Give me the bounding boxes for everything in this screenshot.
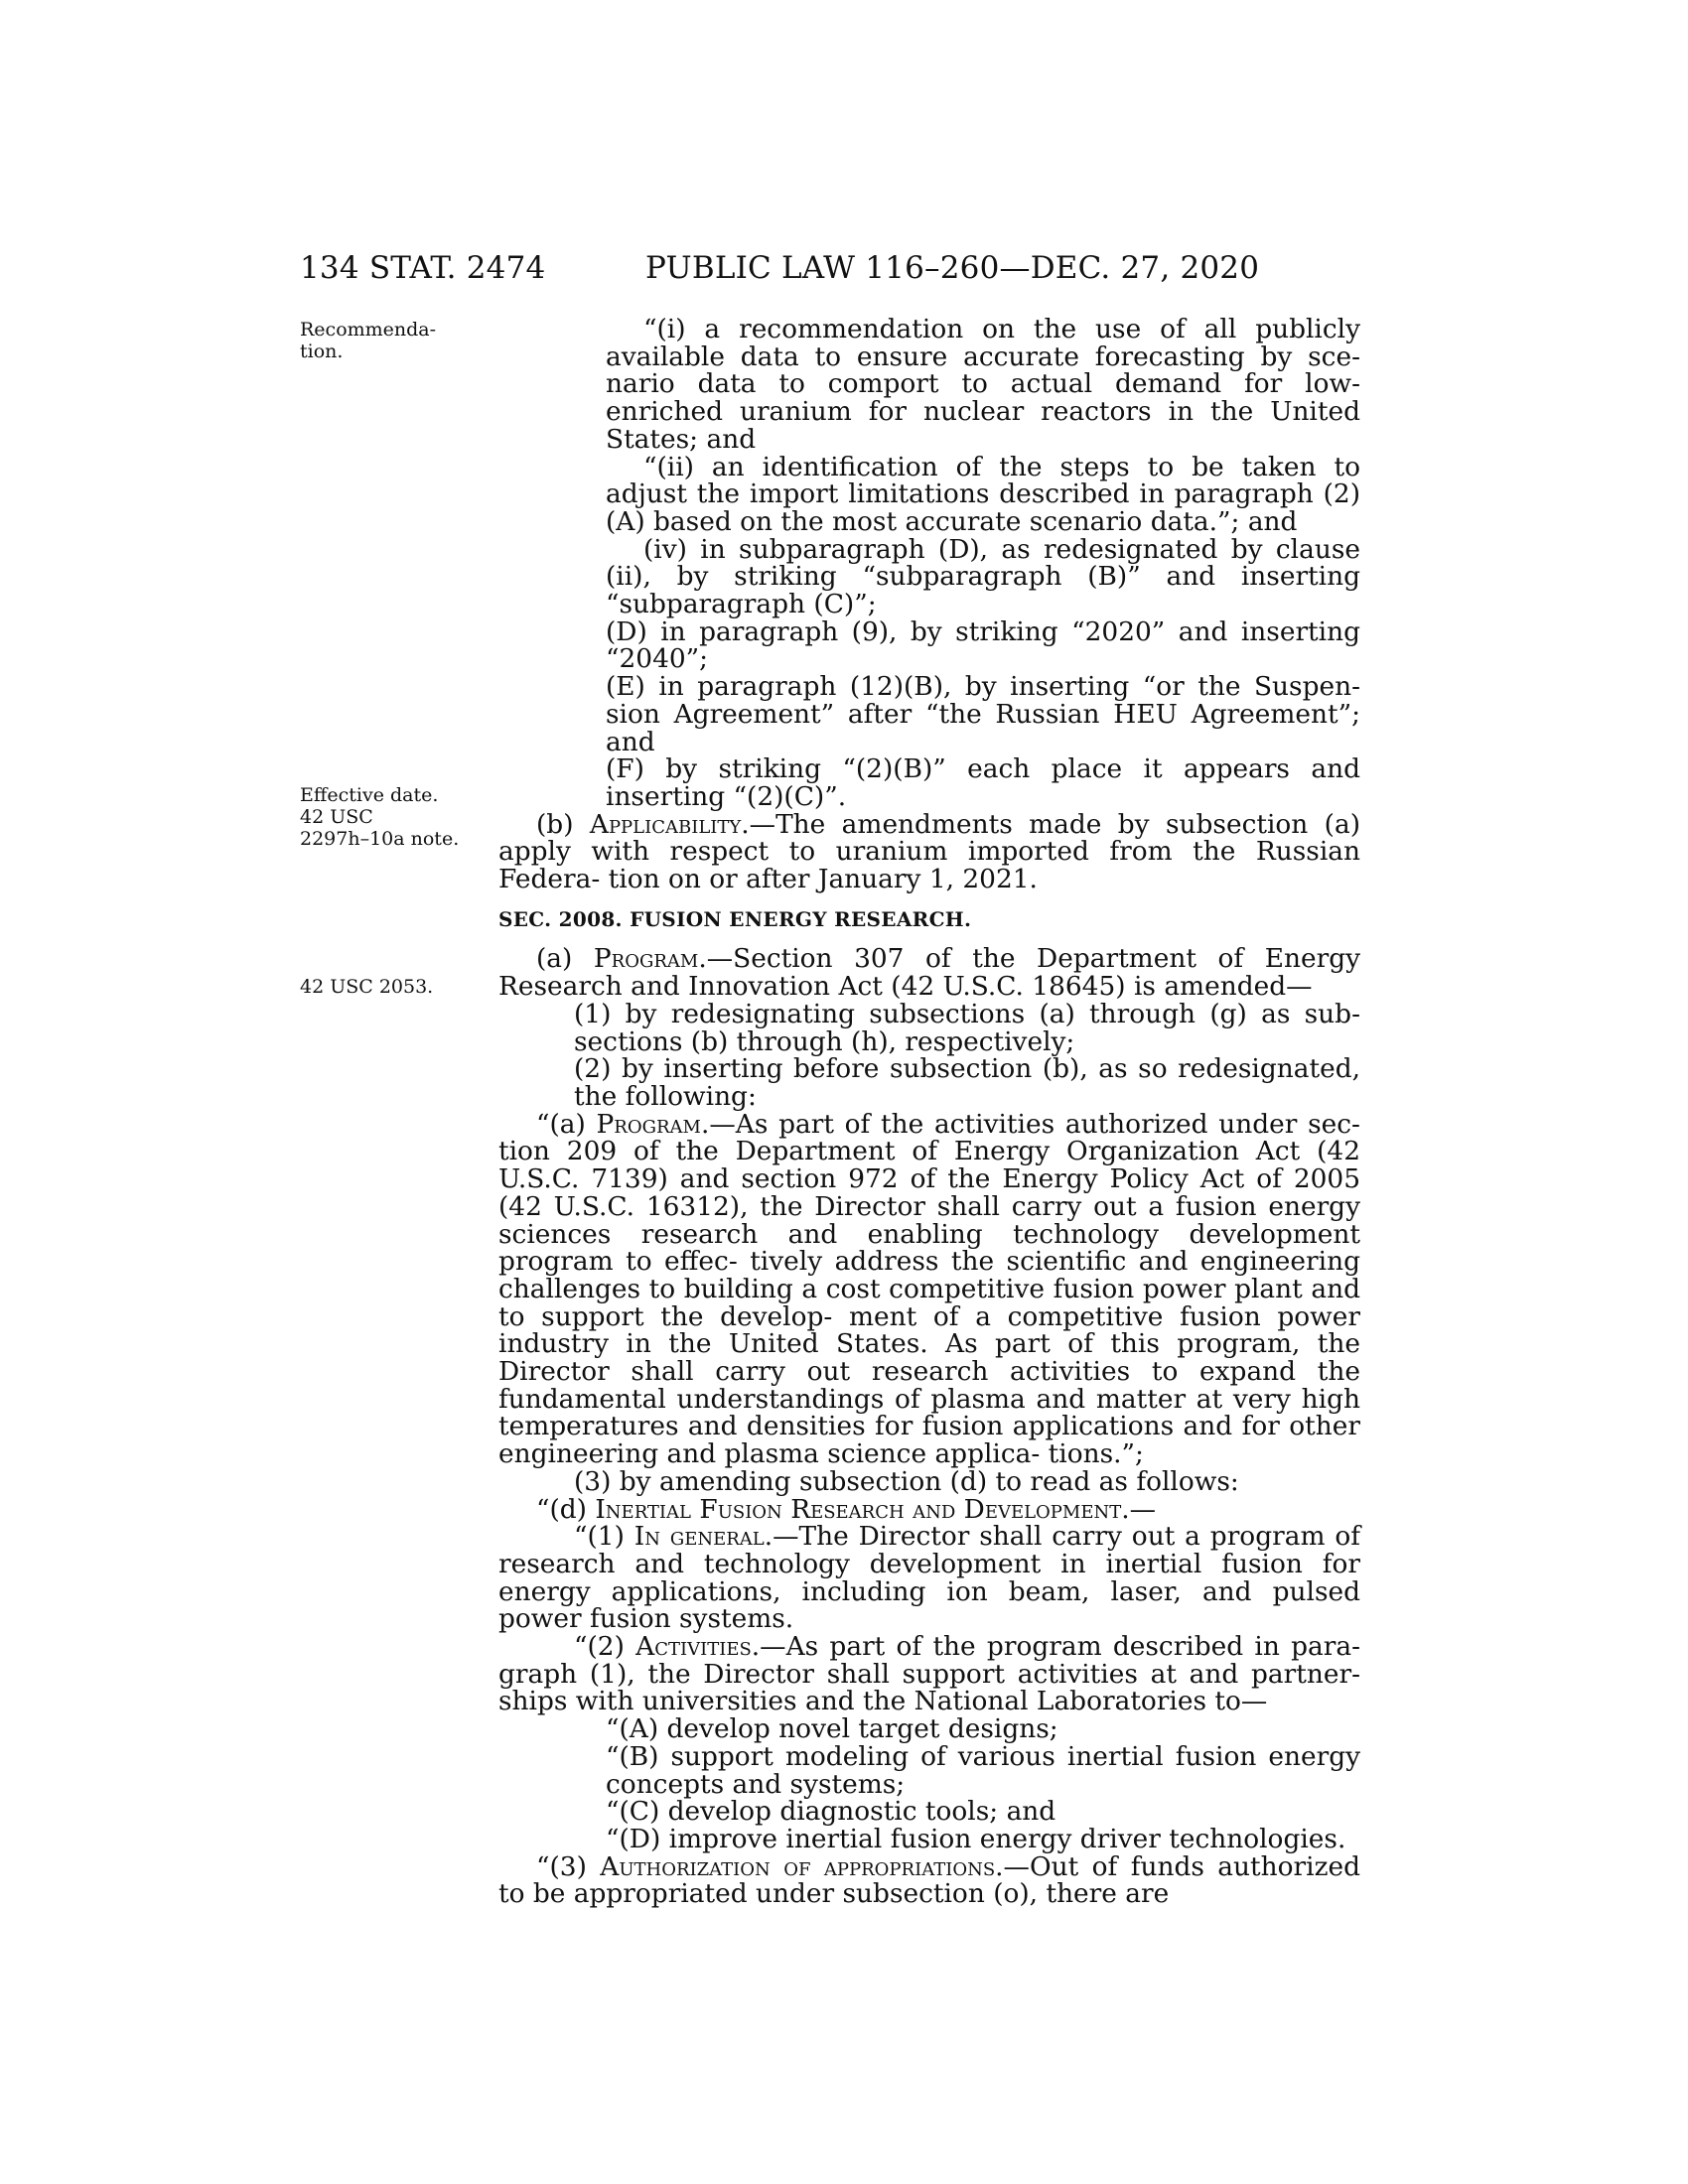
paragraph-text: .—The Director shall carry out a program of research and technology development in inertial fusion for energy applications, including ion beam, laser, and pulsed power fusion systems. xyxy=(498,1521,1361,1635)
subsection-b-applicability xyxy=(498,808,1361,895)
subparagraph-c: “(C) develop diagnostic tools; and xyxy=(606,1796,1056,1828)
subsection-caption: Program xyxy=(593,943,699,975)
paragraph-1: (1) by redesignating subsections (a) through (g) as sub- sections (b) through (h), respectively; xyxy=(574,998,1360,1057)
subsection-text: .—Section 307 of the Department of Energy Research and Innovation Act (42 U.S.C. 18645) is amended— xyxy=(498,943,1361,1003)
subparagraph-e: (E) in paragraph (12)(B), by inserting “or the Suspen- sion Agreement” after “the Russian HEU Agreement”; and xyxy=(606,671,1360,757)
paragraph-label: “(2) xyxy=(574,1631,636,1663)
margin-note-effective-date xyxy=(300,784,469,850)
subparagraph-a xyxy=(498,1715,1360,1743)
page-running-title: PUBLIC LAW 116–260—DEC. 27, 2020 xyxy=(645,250,1260,286)
subparagraph-d: “(D) improve inertial fusion energy driver technologies. xyxy=(606,1823,1346,1854)
inserted-subsection-d xyxy=(498,1493,1360,1525)
paragraph-label: “(1) xyxy=(574,1521,634,1553)
paragraph-2: (2) by inserting before subsection (b), as so redesignated, the following: xyxy=(574,1053,1360,1112)
margin-note-line: Recommenda- xyxy=(300,319,437,341)
statute-body xyxy=(498,316,1360,1908)
subparagraph-b: “(B) support modeling of various inertial fusion energy concepts and systems; xyxy=(606,1740,1360,1800)
paragraph-text: .—As part of the program described in para- graph (1), the Director shall support activities at and partner- ships with universities and the National Laboratories to— xyxy=(498,1631,1361,1717)
subparagraph-f: (F) by striking “(2)(B)” each place it appears and inserting “(2)(C)”. xyxy=(606,753,1360,812)
paragraph-d-3 xyxy=(498,1850,1361,1910)
clause-iv: (iv) in subparagraph (D), as redesignated by clause (ii), by striking “subparagraph (B)” and inserting “subparagraph (C)”; xyxy=(606,533,1360,620)
page-stat-number: 134 STAT. 2474 xyxy=(300,250,546,286)
subsection-label: (b) xyxy=(536,808,590,840)
subsection-text: .—As part of the activities authorized under sec- tion 209 of the Department of Energy Organization Act (42 U.S.C. 7139) and section 972 of the Energy Policy Act of 2005 (42 U.S.C. 16312), the Director shall carry out a fusion energy sciences research and enabling technology development program to effec- tively address the scientific and engineering challenges to building a cost competitive fusion power plant and to support the develop- ment of a competitive fusion power industry in the United States. As part of this program, the Director shall carry out research activities to expand the fundamental understandings of plasma and matter at very high temperatures and densities for fusion applications and for other engineering and plasma science applica- tions.”; xyxy=(498,1108,1360,1470)
subsection-caption: Inertial Fusion Research and Development xyxy=(595,1493,1122,1525)
inserted-subsection-a xyxy=(498,1108,1360,1470)
paragraph-d-2 xyxy=(498,1633,1360,1715)
subsection-label: “(a) xyxy=(536,1108,597,1140)
subsection-label: “(d) xyxy=(536,1493,596,1525)
subsection-label: (a) xyxy=(536,943,594,975)
subparagraph-text: “(A) develop novel target designs; xyxy=(606,1713,1058,1745)
margin-note-line: 42 USC xyxy=(300,806,373,828)
paragraph-caption: Activities xyxy=(635,1631,752,1663)
paragraph-label: “(3) xyxy=(536,1850,601,1882)
margin-note-42-usc-2053 xyxy=(300,976,469,998)
margin-note-line: 2297h–10a note. xyxy=(300,828,460,850)
subsection-text: .— xyxy=(1121,1493,1157,1525)
subparagraph-d: (D) in paragraph (9), by striking “2020” and inserting “2040”; xyxy=(606,615,1360,675)
paragraph-d-1 xyxy=(498,1523,1360,1633)
subsection-caption: Program xyxy=(596,1108,701,1140)
margin-note-line: tion. xyxy=(300,341,344,362)
margin-note-line: 42 USC 2053. xyxy=(300,976,434,998)
paragraph-caption: In general xyxy=(633,1521,765,1553)
subsection-a-program xyxy=(498,943,1361,1003)
margin-note-line: Effective date. xyxy=(300,784,439,806)
paragraph-3: (3) by amending subsection (d) to read as follows: xyxy=(574,1465,1239,1497)
subsection-caption: Applicability xyxy=(589,808,742,840)
section-heading: SEC. 2008. FUSION ENERGY RESEARCH. xyxy=(498,906,972,931)
subsection-text: .—The amendments made by subsection (a) apply with respect to uranium imported from the Russian Federa- tion on or after January 1, 2021. xyxy=(498,808,1361,895)
clause-ii: “(ii) an identification of the steps to be taken to adjust the import limitations described in paragraph (2)(A) based on the most accurate scenario data.”; and xyxy=(606,451,1360,537)
paragraph-text: .—Out of funds authorized to be appropriated under subsection (o), there are xyxy=(498,1850,1361,1910)
clause-i: “(i) a recommendation on the use of all publicly available data to ensure accurate forecasting by sce- nario data to comport to actual demand for low- enriched uranium for nuclear reactors in the United States; and xyxy=(606,314,1360,455)
paragraph-caption: Authorization of appropriations xyxy=(600,1850,996,1882)
margin-note-recommendation xyxy=(300,319,469,362)
